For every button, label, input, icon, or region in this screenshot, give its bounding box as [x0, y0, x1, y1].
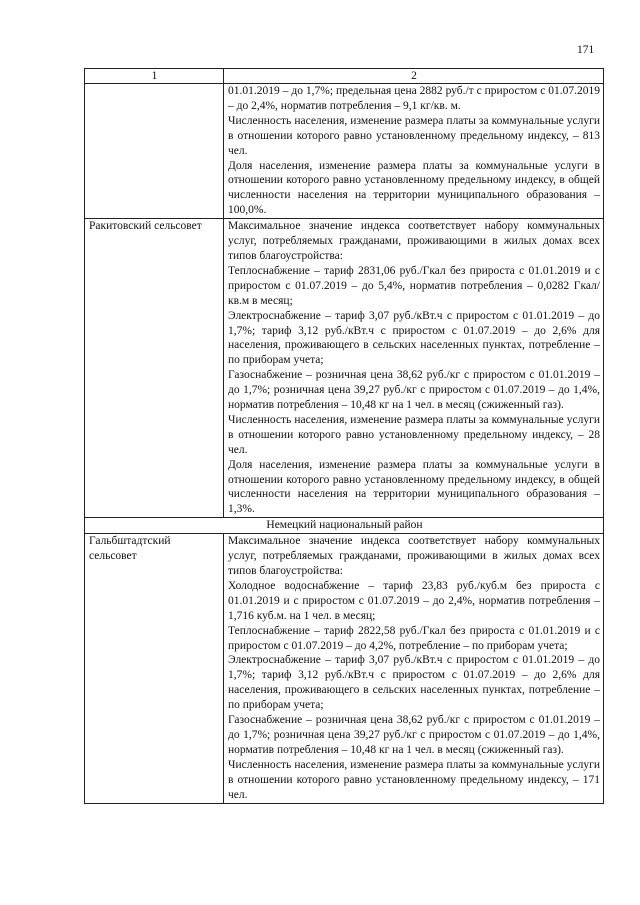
municipality-cell: Ракитовский сельсовет — [85, 219, 224, 518]
tariff-table — [84, 68, 604, 804]
paragraph: Максимальное значение индекса соответствует набору коммунальных услуг, потребляемых гражданами, проживающими в жилых домах всех типов благоустройства: — [228, 535, 600, 577]
paragraph: 01.01.2019 – до 1,7%; предельная цена 2882 руб./т с приростом с 01.07.2019 – до 2,4%, норматив потребления – 9,1 кг/кв. м. — [228, 85, 600, 112]
column-header-1: 1 — [85, 69, 224, 84]
paragraph: Доля населения, изменение размера платы за коммунальные услуги в отношении которого равно установленному предельному индексу, в общей численности населения на территории муниципального образования – 1,3%. — [228, 458, 600, 516]
table-row — [85, 84, 604, 219]
paragraph: Электроснабжение – тариф 3,07 руб./кВт.ч с приростом с 01.01.2019 – до 1,7%; тариф 3,12 руб./кВт.ч с приростом с 01.07.2019 – до 2,6% для населения, проживающего в сельских населенных пунктах, потребление – по приборам учета; — [228, 309, 600, 367]
description-cell — [224, 219, 604, 518]
section-row — [85, 518, 604, 534]
paragraph: Холодное водоснабжение – тариф 23,83 руб./куб.м без прироста с 01.01.2019 и с приростом с 01.07.2019 – до 2,4%, норматив потребления – 1,716 куб.м. на 1 чел. в месяц; — [228, 579, 600, 622]
paragraph: Численность населения, изменение размера платы за коммунальные услуги в отношении которого равно установленному предельному индексу, – 28 чел. — [228, 413, 600, 456]
paragraph: Электроснабжение – тариф 3,07 руб./кВт.ч с приростом с 01.01.2019 – до 1,7%; тариф 3,12 руб./кВт.ч с приростом с 01.07.2019 – до 2,6% для населения, проживающего в сельских населенных пунктах, потребление – по приборам учета; — [228, 654, 600, 712]
column-header-2: 2 — [224, 69, 604, 84]
table-row — [85, 219, 604, 518]
municipality-cell — [85, 84, 224, 219]
description-cell — [224, 534, 604, 803]
table-header-row — [85, 69, 604, 84]
paragraph: Численность населения, изменение размера платы за коммунальные услуги в отношении которого равно установленному предельному индексу, – 171 чел. — [228, 758, 600, 801]
paragraph: Численность населения, изменение размера платы за коммунальные услуги в отношении которого равно установленному предельному индексу, – 813 чел. — [228, 114, 600, 157]
paragraph: Теплоснабжение – тариф 2822,58 руб./Гкал без прироста с 01.01.2019 и с приростом с 01.07.2019 – до 4,2%, потребление – по приборам учета; — [228, 624, 600, 652]
municipality-cell: Гальбштадтский сельсовет — [85, 534, 224, 803]
paragraph: Доля населения, изменение размера платы за коммунальные услуги в отношении которого равно установленному предельному индексу, в общей численности населения на территории муниципального образования – 100,0%. — [228, 159, 600, 217]
paragraph: Максимальное значение индекса соответствует набору коммунальных услуг, потребляемых гражданами, проживающими в жилых домах всех типов благоустройства: — [228, 220, 600, 262]
page-number: 171 — [577, 44, 595, 56]
paragraph: Теплоснабжение – тариф 2831,06 руб./Гкал без прироста с 01.01.2019 и с приростом с 01.07.2019 – до 5,4%, норматив потребления – 0,0282 Гкал/кв.м в месяц; — [228, 264, 600, 307]
table-row — [85, 534, 604, 803]
paragraph: Газоснабжение – розничная цена 38,62 руб./кг с приростом с 01.01.2019 – до 1,7%; розничная цена 39,27 руб./кг с приростом с 01.07.2019 – до 1,4%, норматив потребления – 10,48 кг на 1 чел. в месяц (сжиженный газ). — [228, 714, 600, 756]
section-title: Немецкий национальный район — [85, 518, 604, 534]
paragraph: Газоснабжение – розничная цена 38,62 руб./кг с приростом с 01.01.2019 – до 1,7%; розничная цена 39,27 руб./кг с приростом с 01.07.2019 – до 1,4%, норматив потребления – 10,48 кг на 1 чел. в месяц (сжиженный газ). — [228, 369, 600, 412]
description-cell — [224, 84, 604, 219]
